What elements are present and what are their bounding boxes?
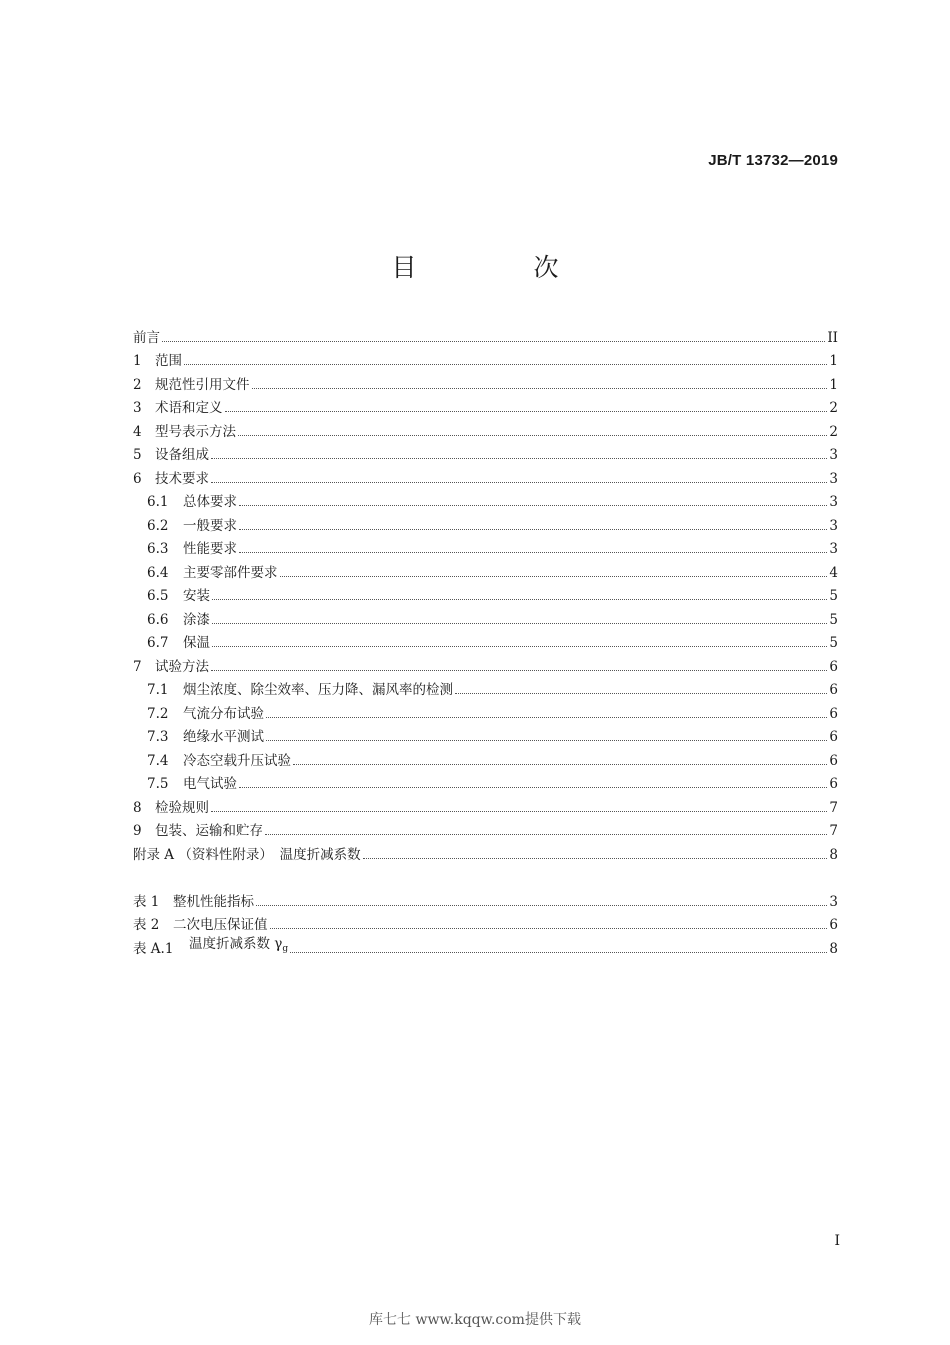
dot-leader [211,457,827,459]
dot-leader [270,927,828,929]
toc-entry-number: 6.6 [147,611,169,628]
toc-entry[interactable] [133,722,838,746]
toc-entry[interactable] [133,346,838,370]
table-entry[interactable] [133,886,838,910]
table-entry-number: 表 2 [133,917,160,933]
toc-entry[interactable] [133,322,838,346]
dot-leader [239,786,827,788]
toc-entry-number: 6 [133,470,142,487]
toc-entry-label: 气流分布试验 [183,705,264,722]
dot-leader [266,739,827,741]
page-number: I [834,1233,840,1249]
toc-entry-page: 4 [829,564,838,581]
toc-entry-number: 3 [133,400,142,416]
toc-entry[interactable] [133,628,838,652]
toc-entry-label: 设备组成 [155,447,209,463]
dot-leader [293,763,827,765]
toc-entry[interactable] [133,675,838,699]
toc-entry-label: 主要零部件要求 [183,564,278,581]
toc-entry-label: 性能要求 [183,541,237,557]
toc-entry[interactable] [133,792,838,816]
toc-entry-number: 6.7 [147,635,169,651]
toc-entry-page: II [827,329,838,346]
standard-code: JB/T 13732—2019 [708,152,838,169]
toc-entry[interactable] [133,698,838,722]
toc-entry-number: 6.1 [147,494,169,510]
toc-entry-page: 1 [829,353,838,369]
dot-leader [280,575,828,577]
toc-entry-label: 规范性引用文件 [155,376,250,393]
table-entry-label: 整机性能指标 [173,893,254,910]
toc-entry-page: 7 [829,823,838,839]
toc-entry-label: 保温 [183,635,210,651]
table-list [133,886,838,957]
toc-entry-number: 6.2 [147,517,169,534]
toc-entry-number: 7.4 [147,752,169,769]
page-title: 目 次 [391,253,605,282]
toc-entry[interactable] [133,393,838,417]
dot-leader [212,598,827,600]
toc-entry[interactable] [133,581,838,605]
toc-entry-label: 安装 [183,588,210,604]
toc-entry-label: 型号表示方法 [155,423,236,440]
toc-entry-label: 电气试验 [183,776,237,792]
toc-entry-label: 附录 A （资料性附录） 温度折减系数 [133,846,361,863]
table-entry-label: 二次电压保证值 [173,917,268,933]
toc-entry-number: 4 [133,423,142,440]
toc-entry-page: 6 [829,682,838,698]
toc-entry-label: 绝缘水平测试 [183,729,264,745]
toc-entry-page: 6 [829,705,838,722]
toc-entry-page: 3 [829,494,838,510]
toc-entry-number: 6.4 [147,564,169,581]
toc-entry-label: 包装、运输和贮存 [155,823,263,839]
toc-entry[interactable] [133,416,838,440]
toc-entry[interactable] [133,839,838,863]
toc-entry[interactable] [133,816,838,840]
toc-entry-number: 8 [133,799,142,816]
toc-entry-page: 3 [829,447,838,463]
toc-entry-number: 7.1 [147,682,169,698]
toc-entry-page: 5 [829,635,838,651]
dot-leader [239,551,827,553]
toc-entry[interactable] [133,557,838,581]
toc-entry-number: 7.5 [147,776,169,792]
watermark: 库七七 www.kqqw.com提供下载 [369,1312,581,1328]
toc-entry-page: 5 [829,611,838,628]
toc-entry-page: 5 [829,588,838,604]
toc-entry-number: 2 [133,376,142,393]
dot-leader [455,692,827,694]
dot-leader [239,504,827,506]
toc-entry-page: 6 [829,658,838,675]
toc-entry[interactable] [133,769,838,793]
toc-entry-number: 6.3 [147,541,169,557]
toc-entry-label: 范围 [155,353,182,369]
toc-entry-page: 6 [829,729,838,745]
dot-leader [225,410,828,412]
toc-entry-page: 3 [829,541,838,557]
toc-entry-label: 冷态空载升压试验 [183,752,291,769]
toc-entry-label: 术语和定义 [155,400,223,416]
dot-leader [239,528,827,530]
dot-leader [266,716,827,718]
toc-entry[interactable] [133,487,838,511]
toc-entry-number: 7.3 [147,729,169,745]
toc-entry-label: 技术要求 [155,470,209,487]
symbol-subscript: g [282,943,289,954]
toc-entry[interactable] [133,745,838,769]
dot-leader [162,340,825,342]
toc-entry[interactable] [133,651,838,675]
dot-leader [252,387,828,389]
toc-entry-page: 3 [829,517,838,534]
table-entry[interactable] [133,933,838,957]
table-entry-number: 表 A.1 [133,940,174,957]
toc-entry-label: 前言 [133,329,160,346]
toc-entry-page: 6 [829,776,838,792]
toc-entry-number: 6.5 [147,588,169,604]
dot-leader [290,951,827,953]
dot-leader [256,904,827,906]
table-entry-label: 温度折减系数 $\gamma_g$ [189,935,289,954]
table-entry[interactable] [133,910,838,934]
toc-entry-page: 1 [829,376,838,393]
table-entry-page: 6 [829,917,838,933]
toc-entry-label: 涂漆 [183,611,210,628]
toc-entry-page: 2 [829,423,838,440]
dot-leader [212,622,827,624]
toc-entry-number: 1 [133,353,142,369]
toc-entry[interactable] [133,510,838,534]
toc-entry-number: 5 [133,447,142,463]
toc-entry[interactable] [133,534,838,558]
dot-leader [211,481,827,483]
toc-entry-page: 3 [829,470,838,487]
toc-entry-number: 7 [133,658,142,675]
dot-leader [363,857,827,859]
toc-entry-label: 检验规则 [155,799,209,816]
toc-entry[interactable] [133,604,838,628]
toc-list [133,322,838,863]
dot-leader [265,833,827,835]
toc-entry-label: 一般要求 [183,517,237,534]
toc-entry-number: 7.2 [147,705,169,722]
toc-entry[interactable] [133,440,838,464]
toc-entry-label: 试验方法 [155,658,209,675]
dot-leader [238,434,827,436]
dot-leader [211,810,827,812]
toc-entry-page: 7 [829,799,838,816]
toc-entry-label: 烟尘浓度、除尘效率、压力降、漏风率的检测 [183,682,453,698]
dot-leader [184,363,827,365]
toc-entry[interactable] [133,463,838,487]
toc-entry[interactable] [133,369,838,393]
dot-leader [212,645,827,647]
table-entry-page: 8 [829,940,838,957]
toc-entry-page: 6 [829,752,838,769]
dot-leader [211,669,827,671]
toc-entry-number: 9 [133,823,142,839]
table-entry-page: 3 [829,893,838,910]
toc-entry-page: 2 [829,400,838,416]
toc-entry-label: 总体要求 [183,494,237,510]
toc-entry-page: 8 [829,846,838,863]
table-entry-number: 表 1 [133,893,160,910]
